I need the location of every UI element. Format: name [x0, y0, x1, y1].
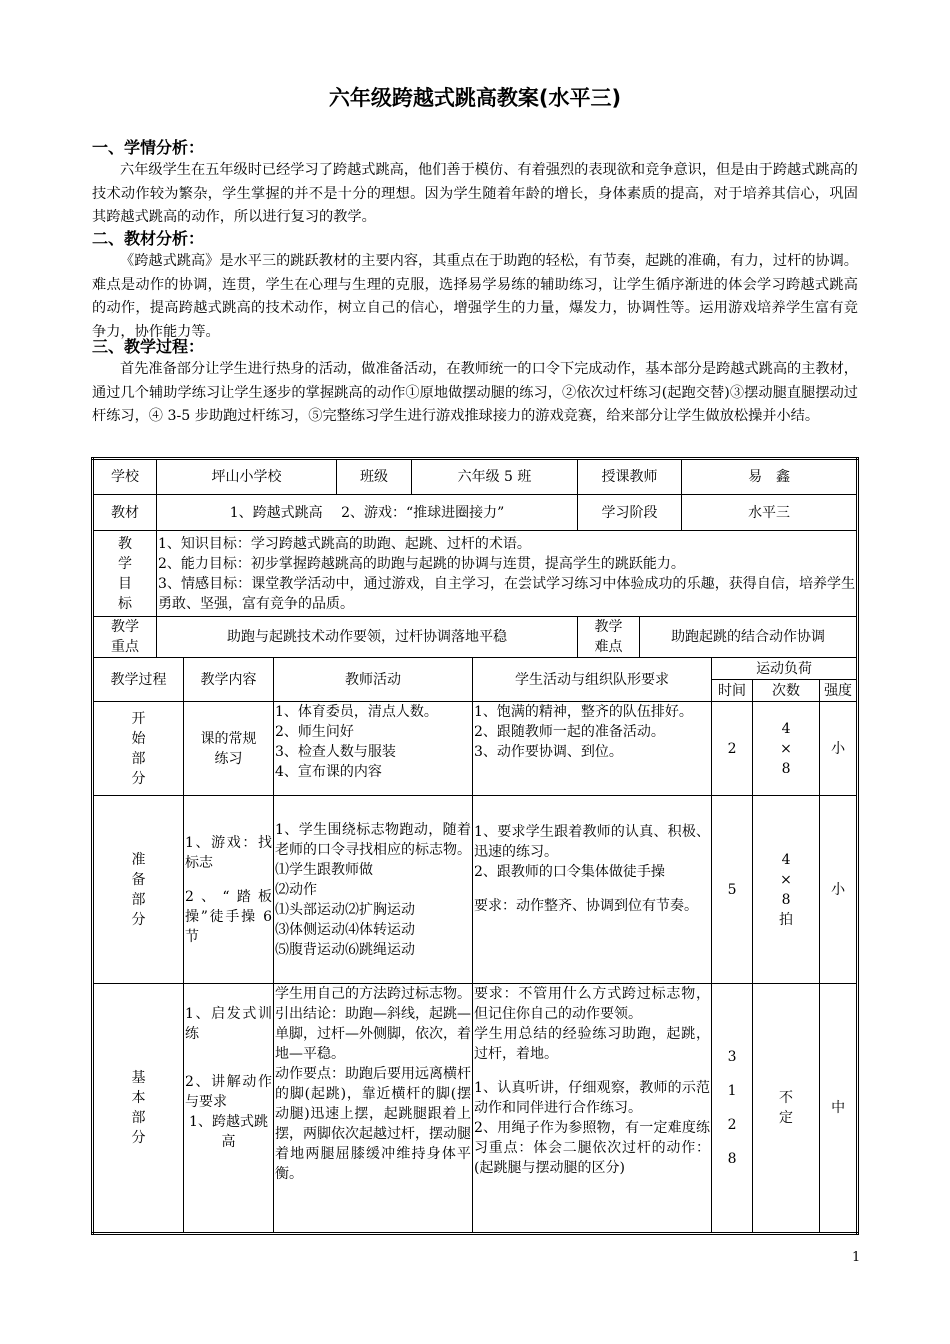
page-number: 1: [852, 1250, 861, 1265]
intensity-cell: 中: [820, 984, 858, 1234]
school-value: 坪山小学校: [157, 459, 337, 495]
section-text: 六年级学生在五年级时已经学习了跨越式跳高，他们善于模仿、有着强烈的表现欲和竞争意识，但是由于跨越式跳高的技术动作较为繁杂，学生掌握的并不是十分的理想。因为学生随着年龄的增长，身体素质的提高，对于培养其信心，巩固其跨越式跳高的动作，所以进行复习的教学。: [92, 162, 858, 225]
material-value: 1、跨越式跳高 2、游戏：“推球进圈接力”: [157, 495, 578, 531]
count-cell: 4 × 8: [753, 702, 820, 796]
part-label: 准 备 部 分: [93, 796, 184, 984]
material-label: 教材: [93, 495, 157, 531]
time-cell: 3 1 2 8: [712, 984, 753, 1234]
header-content: 教学内容: [184, 658, 274, 702]
time-cell: 5: [712, 796, 753, 984]
section-text: 《跨越式跳高》是水平三的跳跃教材的主要内容，其重点在于助跑的轻松，有节奏，起跳的准确，有力，过杆的协调。难点是动作的协调，连贯，学生在心理与生理的克服，选择易学易练的辅助练习，让学生循序渐进的体会学习跨越式跳高的动作，提高跨越式跳高的技术动作，树立自己的信心，增强学生的力量，爆发力，协调性等。运用游戏培养学生富有竞争力，协作能力等。: [92, 253, 858, 340]
goal-item: 2、能力目标：初步掌握跨越跳高的助跑与起跳的协调与连贯，提高学生的跳跃能力。: [158, 555, 685, 572]
content-cell: 1、游戏：找标志 2、“踏板操”徒手操 6 节: [184, 796, 274, 984]
info-row-school: [93, 459, 858, 495]
count-cell: 4 × 8 拍: [753, 796, 820, 984]
header-load: 运动负荷: [712, 658, 858, 680]
teacher-activity: 1、学生围绕标志物跑动，随着老师的口令寻找相应的标志物。 ⑴学生跟教师做 ⑵动作 ⑴头部运动⑵扩胸运动 ⑶体侧运动⑷体转运动 ⑸腹背运动⑹跳绳运动: [274, 796, 473, 984]
intensity-cell: 小: [820, 702, 858, 796]
content-cell: 课的常规 练习: [184, 702, 274, 796]
header-student: 学生活动与组织队形要求: [473, 658, 712, 702]
table-row: [93, 702, 858, 796]
header-teacher: 教师活动: [274, 658, 473, 702]
info-row-goals: [93, 531, 858, 617]
lesson-plan-table: [91, 457, 859, 1235]
teacher-activity: 学生用自己的方法跨过标志物。 引出结论：助跑—斜线，起跳—单脚，过杆—外侧脚，依次，着地—平稳。 动作要点：助跑后要用远离横杆的脚(起跳)，靠近横杆的脚(摆动腿)迅速上摆，起跳腿跟着上摆，两脚依次起越过杆，摆动腿着地两腿屈膝缓冲维持身体平衡。: [274, 984, 473, 1234]
count-cell: 不 定: [753, 984, 820, 1234]
table-row: [93, 796, 858, 984]
goal-item: 3、情感目标：课堂教学活动中，通过游戏，自主学习，在尝试学习练习中体验成功的乐趣，获得自信，培养学生勇敢、坚强，富有竞争的品质。: [158, 575, 856, 612]
header-process: 教学过程: [93, 658, 184, 702]
section-material-analysis: [92, 228, 858, 344]
difficulty-label: 教学 难点: [578, 617, 640, 658]
table-row: [93, 984, 858, 1234]
key-label: 教学 重点: [93, 617, 157, 658]
section-heading: 三、教学过程：: [92, 337, 205, 356]
student-activity: 1、要求学生跟着教师的认真、积极、迅速的练习。 2、跟教师的口令集体做徒手操 要求：动作整齐、协调到位有节奏。: [473, 796, 712, 984]
student-activity: 要求：不管用什么方式跨过标志物，但记住你自己的动作要领。 学生用总结的经验练习助跑，起跳，过杆，着地。 1、认真听讲，仔细观察，教师的示范动作和同伴进行合作练习。 2、用绳子作为参照物，有一定难度练习重点：体会二腿依次过杆的动作：(起跳腿与摆动腿的区分): [473, 984, 712, 1234]
intensity-cell: 小: [820, 796, 858, 984]
header-count: 次数: [753, 680, 820, 702]
student-activity: 1、饱满的精神，整齐的队伍排好。 2、跟随教师一起的准备活动。 3、动作要协调、到位。: [473, 702, 712, 796]
stage-label: 学习阶段: [578, 495, 682, 531]
page-title: 六年级跨越式跳高教案(水平三): [328, 86, 622, 110]
goals-list: [157, 531, 858, 617]
section-student-analysis: [92, 137, 858, 230]
section-heading: 二、教材分析：: [92, 229, 205, 248]
teacher-activity: 1、体育委员，清点人数。 2、师生问好 3、检查人数与服装 4、宣布课的内容: [274, 702, 473, 796]
goal-item: 1、知识目标：学习跨越式跳高的助跑、起跳、过杆的术语。: [158, 535, 531, 552]
info-row-material: [93, 495, 858, 531]
class-label: 班级: [337, 459, 412, 495]
key-value: 助跑与起跳技术动作要领，过杆协调落地平稳: [157, 617, 578, 658]
part-label: 开 始 部 分: [93, 702, 184, 796]
difficulty-value: 助跑起跳的结合动作协调: [640, 617, 858, 658]
header-intensity: 强度: [820, 680, 858, 702]
stage-value: 水平三: [682, 495, 858, 531]
info-row-key: [93, 617, 858, 658]
section-text: 首先准备部分让学生进行热身的活动，做准备活动，在教师统一的口令下完成动作，基本部分是跨越式跳高的主教材，通过几个辅助学练习让学生逐步的掌握跳高的动作①原地做摆动腿的练习，②依次过杆练习(起跑交替)③摆动腿直腿摆动过杆练习，④ 3-5 步助跑过杆练习，⑤完整练习学生进行游戏推球接力的游戏竞赛，给来部分让学生做放松操并小结。: [92, 361, 858, 424]
teacher-label: 授课教师: [578, 459, 682, 495]
content-cell: 1、启发式训练 2、讲解动作与要求 1、跨越式跳高: [184, 984, 274, 1234]
school-label: 学校: [93, 459, 157, 495]
time-cell: 2: [712, 702, 753, 796]
goals-label: 教 学 目 标: [93, 531, 157, 617]
class-value: 六年级 5 班: [412, 459, 578, 495]
header-time: 时间: [712, 680, 753, 702]
part-label: 基 本 部 分: [93, 984, 184, 1234]
section-heading: 一、学情分析：: [92, 138, 205, 157]
teacher-value: 易 鑫: [682, 459, 858, 495]
header-row: [93, 658, 858, 680]
section-teaching-process: [92, 336, 858, 429]
